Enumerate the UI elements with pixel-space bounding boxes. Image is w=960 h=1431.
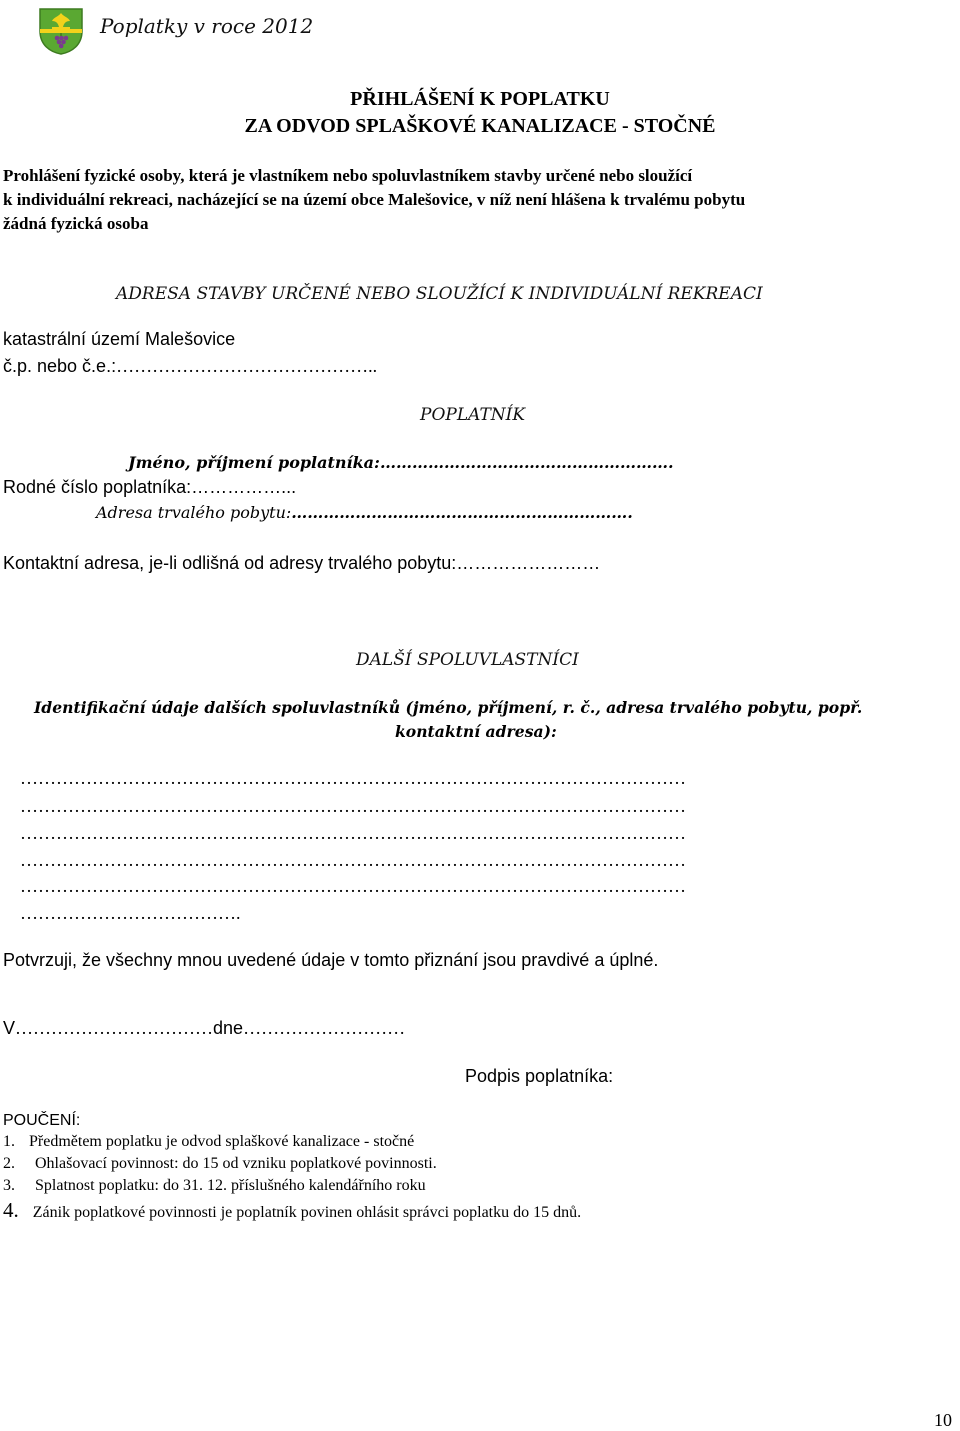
notice-item	[3, 1198, 581, 1223]
form-title-line-1: PŘIHLÁŠENÍ K POPLATKU	[350, 88, 610, 110]
intro-line-2: k individuální rekreaci, nacházející se na území obce Malešovice, v níž není hlášena k trvalému pobytu	[3, 190, 746, 209]
notice-item	[3, 1155, 437, 1173]
notice-item-number: 3.	[3, 1177, 15, 1194]
coowners-dotted-line[interactable]: …………………………………………………………………………………………………	[20, 796, 686, 816]
coowners-dotted-line[interactable]: ……………………………….	[20, 903, 241, 923]
page-number: 10	[934, 1410, 952, 1430]
birth-number-dots: ……………...	[191, 477, 297, 497]
notice-heading: POUČENÍ:	[3, 1112, 81, 1129]
intro-line-1: Prohlášení fyzické osoby, která je vlastníkem nebo spoluvlastníkem stavby určené nebo sloužící	[3, 166, 693, 185]
building-number-dots: ……………………………………..	[116, 356, 378, 376]
coowners-dotted-line[interactable]: …………………………………………………………………………………………………	[20, 768, 686, 788]
contact-address-dots: ……………………	[456, 553, 601, 573]
coowners-instruction-line-1: Identifikační údaje dalších spoluvlastníků (jméno, příjmení, r. č., adresa trvalého pobytu, popř.	[34, 698, 863, 717]
coowners-section-heading: DALŠÍ SPOLUVLASTNÍCI	[356, 650, 579, 670]
notice-item-text: Splatnost poplatku: do 31. 12. příslušného kalendářního roku	[35, 1177, 426, 1194]
coowners-dotted-line[interactable]: …………………………………………………………………………………………………	[20, 850, 686, 870]
building-number-field[interactable]	[3, 356, 377, 377]
header-title: Poplatky v roce 2012	[100, 14, 314, 38]
residence-field[interactable]	[96, 503, 633, 522]
coowners-instruction-line-2: kontaktní adresa):	[395, 722, 557, 741]
notice-item-text: Zánik poplatkové povinnosti je poplatník povinen ohlásit správci poplatku do 15 dnů.	[32, 1204, 582, 1221]
birth-number-field[interactable]	[3, 477, 296, 498]
coowners-dotted-line[interactable]: …………………………………………………………………………………………………	[20, 823, 686, 843]
signature-label: Podpis poplatníka:	[465, 1066, 614, 1086]
date-dots: ………………………	[243, 1018, 406, 1038]
form-title-line-2: ZA ODVOD SPLAŠKOVÉ KANALIZACE - STOČNÉ	[244, 115, 716, 137]
payer-name-label: Jméno, příjmení poplatníka:	[128, 453, 380, 472]
notice-item	[3, 1133, 414, 1151]
municipal-coat-of-arms-icon	[38, 7, 84, 55]
notice-item-number: 2.	[3, 1155, 15, 1172]
payer-name-field[interactable]	[128, 453, 674, 472]
notice-item-text: Ohlašovací povinnost: do 15 od vzniku poplatkové povinnosti.	[35, 1155, 437, 1172]
coowners-dotted-line[interactable]: …………………………………………………………………………………………………	[20, 876, 686, 896]
notice-item-text: Předmětem poplatku je odvod splaškové kanalizace - stočné	[29, 1133, 415, 1150]
declaration-text: Potvrzuji, že všechny mnou uvedené údaje v tomto přiznání jsou pravdivé a úplné.	[3, 950, 659, 970]
date-label: dne	[213, 1018, 244, 1038]
cadastral-area: katastrální území Malešovice	[3, 329, 236, 349]
notice-item-number: 1.	[3, 1133, 15, 1150]
payer-section-heading: POPLATNÍK	[420, 405, 526, 425]
notice-item-number: 4.	[3, 1198, 19, 1222]
birth-number-label: Rodné číslo poplatníka:	[3, 477, 192, 497]
residence-dots: ……………………………………………………….	[291, 503, 633, 522]
place-dots: ……………………………	[15, 1018, 214, 1038]
place-date-field[interactable]	[3, 1018, 405, 1039]
notice-item	[3, 1177, 426, 1195]
building-number-label: č.p. nebo č.e.:	[3, 356, 117, 376]
contact-address-field[interactable]	[3, 553, 600, 574]
payer-name-dots: ……………………………………………….	[379, 453, 674, 472]
place-label: V	[3, 1018, 16, 1038]
contact-address-label: Kontaktní adresa, je-li odlišná od adresy trvalého pobytu:	[3, 553, 457, 573]
address-section-heading: ADRESA STAVBY URČENÉ NEBO SLOUŽÍCÍ K INDIVIDUÁLNÍ REKREACI	[116, 284, 763, 304]
intro-line-3: žádná fyzická osoba	[3, 214, 149, 233]
residence-label: Adresa trvalého pobytu:	[96, 503, 292, 522]
